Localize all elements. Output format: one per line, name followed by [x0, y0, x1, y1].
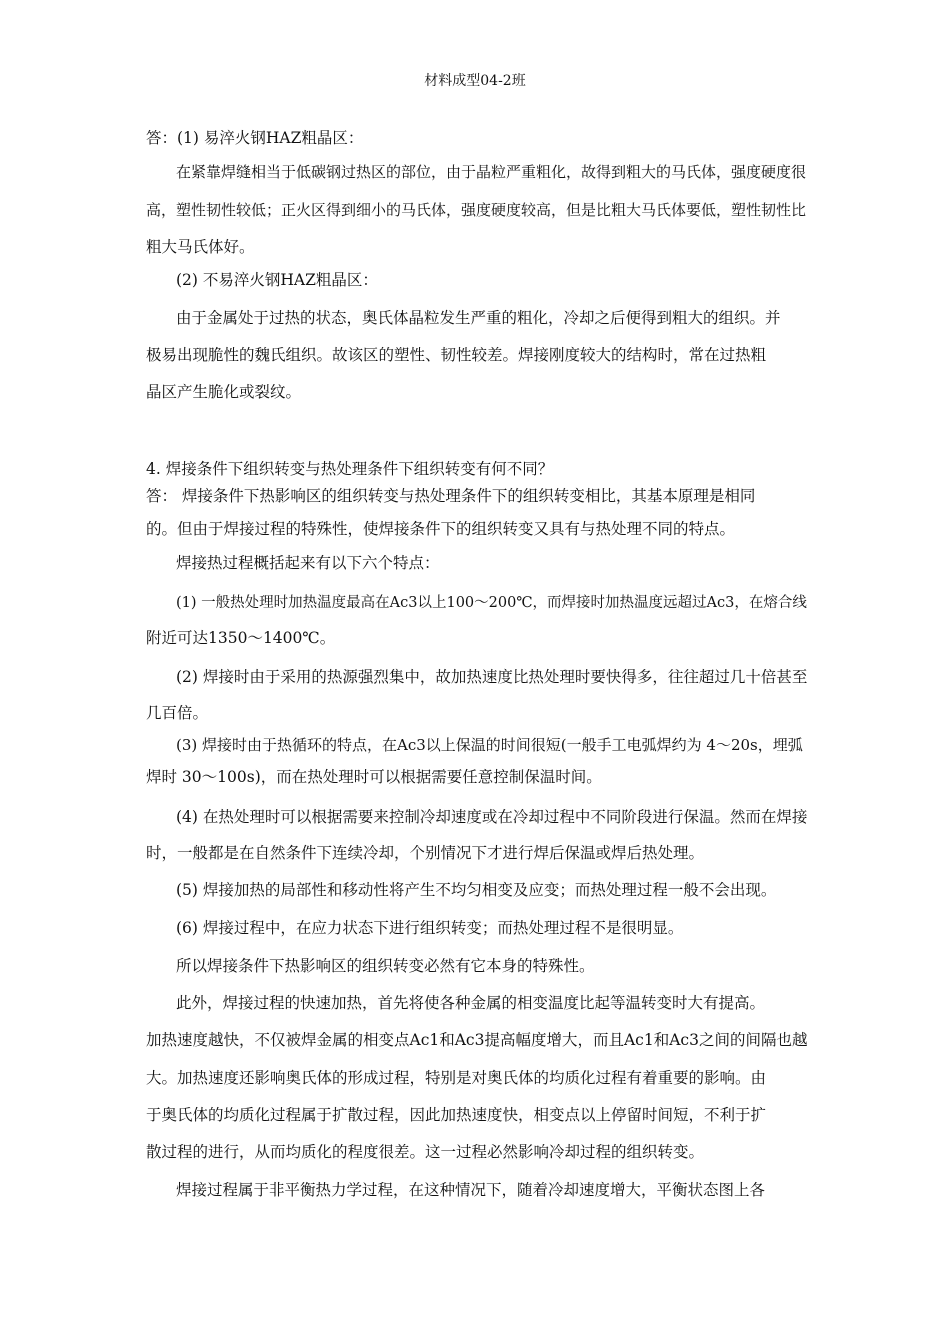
text-line: 大。加热速度还影响奥氏体的形成过程，特别是对奥氏体的均质化过程有着重要的影响。由 [146, 1069, 767, 1087]
text-line: 高，塑性韧性较低；正火区得到细小的马氏体，强度硬度较高，但是比粗大马氏体要低，塑性韧性比 [146, 201, 807, 219]
text-line: 极易出现脆性的魏氏组织。故该区的塑性、韧性较差。焊接刚度较大的结构时，常在过热粗 [146, 346, 767, 364]
text-line: 答： 焊接条件下热影响区的组织转变与热处理条件下的组织转变相比，其基本原理是相同 [146, 487, 756, 505]
text-line: (2) 不易淬火钢HAZ粗晶区： [176, 271, 378, 289]
text-line: 所以焊接条件下热影响区的组织转变必然有它本身的特殊性。 [176, 957, 595, 975]
text-line: 散过程的进行，从而均质化的程度很差。这一过程必然影响冷却过程的组织转变。 [146, 1143, 705, 1161]
text-line: 答：(1) 易淬火钢HAZ粗晶区： [146, 129, 364, 147]
text-line: (1) 一般热处理时加热温度最高在Ac3以上100～200℃，而焊接时加热温度远超过Ac3，在熔合线 [176, 595, 807, 611]
text-line: 焊接过程属于非平衡热力学过程，在这种情况下，随着冷却速度增大，平衡状态图上各 [176, 1181, 766, 1199]
text-line: 于奥氏体的均质化过程属于扩散过程，因此加热速度快，相变点以上停留时间短，不利于扩 [146, 1106, 767, 1124]
text-line: (4) 在热处理时可以根据需要来控制冷却速度或在冷却过程中不同阶段进行保温。然而在焊接 [176, 808, 808, 826]
question-heading: 4. 焊接条件下组织转变与热处理条件下组织转变有何不同？ [146, 460, 554, 478]
text-line: 几百倍。 [146, 704, 209, 722]
text-line: 此外，焊接过程的快速加热，首先将使各种金属的相变温度比起等温转变时大有提高。 [176, 994, 766, 1012]
text-line: 由于金属处于过热的状态，奥氏体晶粒发生严重的粗化，冷却之后便得到粗大的组织。并 [176, 309, 781, 327]
text-line: (2) 焊接时由于采用的热源强烈集中，故加热速度比热处理时要快得多，往往超过几十倍甚至 [176, 668, 808, 686]
text-line: (6) 焊接过程中，在应力状态下进行组织转变；而热处理过程不是很明显。 [176, 919, 684, 937]
text-line: 在紧靠焊缝相当于低碳钢过热区的部位，由于晶粒严重粗化，故得到粗大的马氏体，强度硬度很 [176, 163, 807, 181]
text-line: 时，一般都是在自然条件下连续冷却，个别情况下才进行焊后保温或焊后热处理。 [146, 844, 705, 862]
text-line: 晶区产生脆化或裂纹。 [146, 383, 302, 401]
text-line: (5) 焊接加热的局部性和移动性将产生不均匀相变及应变；而热处理过程一般不会出现。 [176, 881, 777, 899]
text-line: 粗大马氏体好。 [146, 238, 255, 256]
page-header: 材料成型04-2班 [424, 73, 526, 89]
text-line: 的。但由于焊接过程的特殊性，使焊接条件下的组织转变又具有与热处理不同的特点。 [146, 520, 736, 538]
text-line: (3) 焊接时由于热循环的特点，在Ac3以上保温的时间很短(一般手工电弧焊约为 4～20s，埋弧 [176, 736, 803, 754]
text-line: 焊接热过程概括起来有以下六个特点： [176, 554, 440, 572]
text-line: 焊时 30～100s)，而在热处理时可以根据需要任意控制保温时间。 [146, 768, 602, 786]
text-line: 加热速度越快，不仅被焊金属的相变点Ac1和Ac3提高幅度增大，而且Ac1和Ac3之间的间隔也越 [146, 1031, 808, 1049]
text-line: 附近可达1350～1400℃。 [146, 629, 336, 647]
